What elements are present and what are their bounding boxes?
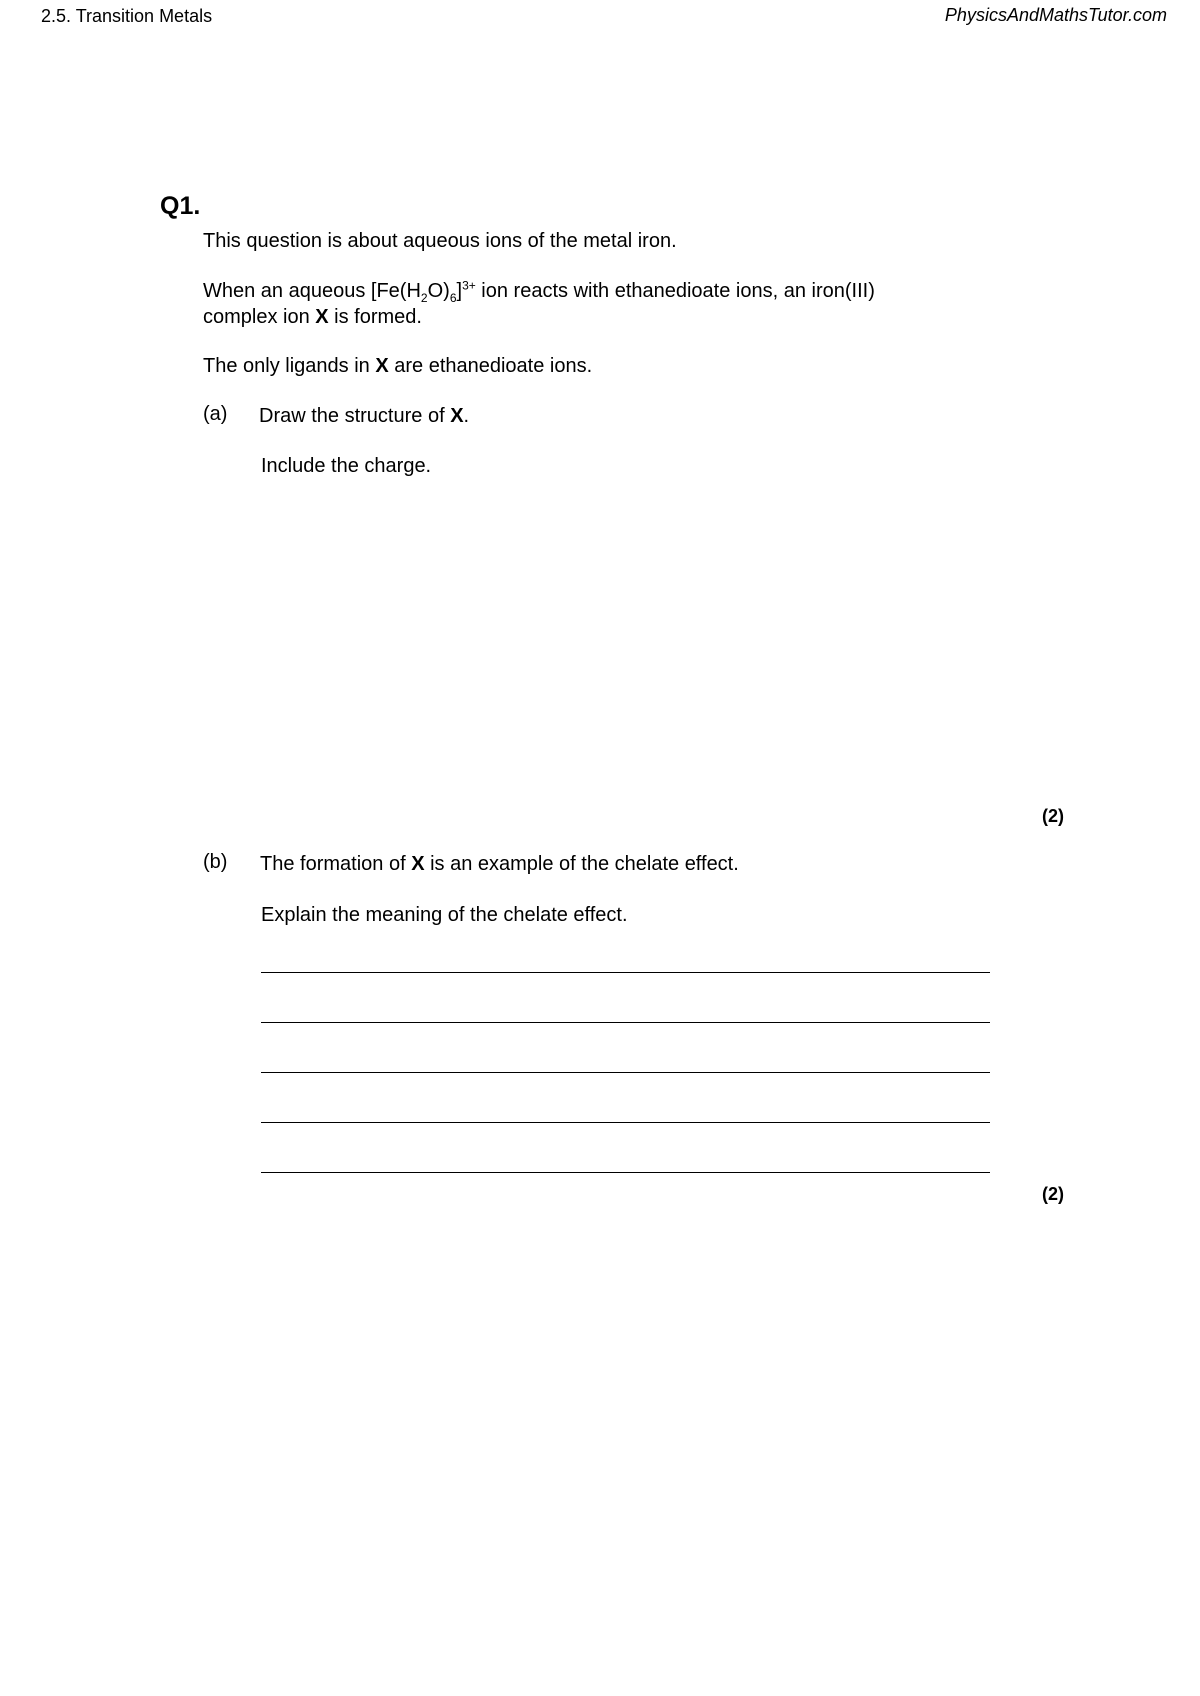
part-b-marks: (2) (1042, 1184, 1064, 1204)
answer-line[interactable] (261, 1072, 990, 1073)
part-a-label: (a) (203, 403, 228, 425)
drawing-area[interactable] (261, 490, 990, 790)
part-a-marks: (2) (1042, 806, 1064, 826)
question-intro: This question is about aqueous ions of the metal iron. (203, 230, 677, 252)
answer-line[interactable] (261, 972, 990, 973)
part-b-text: The formation of X is an example of the chelate effect. (260, 853, 739, 875)
part-a-instruction: Include the charge. (261, 455, 432, 477)
answer-line[interactable] (261, 1172, 990, 1173)
ligands-statement: The only ligands in X are ethanedioate ions. (203, 355, 593, 377)
header-section: 2.5. Transition Metals (41, 6, 213, 26)
answer-line[interactable] (261, 1022, 990, 1023)
question-stem: When an aqueous $[Fe(H_2O)_6]^{3+}$ ion reacts with ethanedioate ions, an iron(III) complex ion X is formed. (203, 278, 875, 328)
part-b-label: (b) (203, 851, 228, 873)
header-site: PhysicsAndMathsTutor.com (944, 5, 1167, 25)
part-b-instruction: Explain the meaning of the chelate effect. (261, 904, 628, 926)
question-number: Q1. (160, 192, 201, 220)
answer-line[interactable] (261, 1122, 990, 1123)
part-a-text: Draw the structure of X. (259, 405, 470, 427)
